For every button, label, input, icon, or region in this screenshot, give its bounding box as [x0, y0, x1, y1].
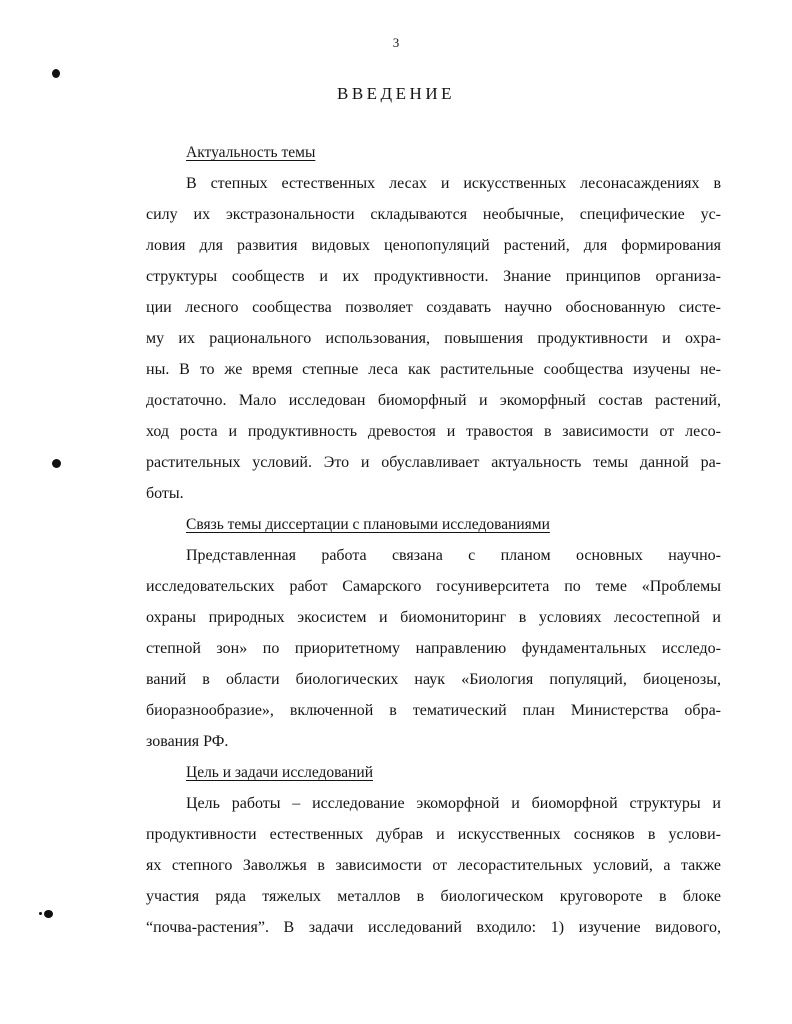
paragraph-line: охраны природных экосистем и биомониторинг в условиях лесостепной и	[146, 609, 721, 626]
section-heading-relevance: Актуальность темы	[186, 144, 316, 161]
scan-mark	[52, 69, 60, 78]
paragraph-line: силу их экстразональности складываются необычные, специфические ус-	[146, 206, 721, 223]
page-number: 3	[392, 35, 400, 50]
paragraph-line: ях степного Заволжья в зависимости от лесорастительных условий, а также	[146, 857, 721, 874]
paragraph-line: степной зон» по приоритетному направлению фундаментальных исследо-	[146, 640, 721, 657]
paragraph-line: структуры сообществ и их продуктивности. Знание принципов организа-	[146, 268, 721, 285]
paragraph-line: зования РФ.	[146, 733, 229, 750]
paragraph-line: Цель работы – исследование экоморфной и биоморфной структуры и	[186, 795, 721, 812]
section-heading-plan-link: Связь темы диссертации с плановыми исследованиями	[186, 516, 550, 533]
scan-mark	[52, 459, 61, 468]
paragraph-line: достаточно. Мало исследован биоморфный и экоморфный состав растений,	[146, 392, 721, 409]
paragraph-line: растительных условий. Это и обуславливает актуальность темы данной ра-	[146, 454, 721, 471]
paragraph-line: “почва-растения”. В задачи исследований входило: 1) изучение видового,	[146, 919, 721, 936]
paragraph-line: боты.	[146, 485, 184, 502]
paragraph-line: ны. В то же время степные леса как растительные сообщества изучены не-	[146, 361, 721, 378]
section-heading-goals: Цель и задачи исследований	[186, 764, 374, 781]
paragraph-line: В степных естественных лесах и искусственных лесонасаждениях в	[186, 175, 721, 192]
paragraph-line: му их рационального использования, повышения продуктивности и охра-	[146, 330, 721, 347]
paragraph-line: ции лесного сообщества позволяет создавать научно обоснованную систе-	[146, 299, 721, 316]
paragraph-line: ход роста и продуктивность древостоя и травостоя в зависимости от лесо-	[146, 423, 721, 440]
scan-mark	[39, 912, 42, 915]
scan-mark	[44, 910, 53, 918]
paragraph-line: Представленная работа связана с планом основных научно-	[186, 547, 721, 564]
paragraph-line: исследовательских работ Самарского госуниверситета по теме «Проблемы	[146, 578, 721, 595]
paragraph-line: ваний в области биологических наук «Биология популяций, биоценозы,	[146, 671, 721, 688]
paragraph-line: биоразнообразие», включенной в тематический план Министерства обра-	[146, 702, 721, 719]
paragraph-line: участия ряда тяжелых металлов в биологическом круговороте в блоке	[146, 888, 721, 905]
paragraph-line: ловия для развития видовых ценопопуляций растений, для формирования	[146, 237, 721, 254]
page-title: ВВЕДЕНИЕ	[337, 84, 455, 103]
paragraph-line: продуктивности естественных дубрав и искусственных сосняков в услови-	[146, 826, 721, 843]
